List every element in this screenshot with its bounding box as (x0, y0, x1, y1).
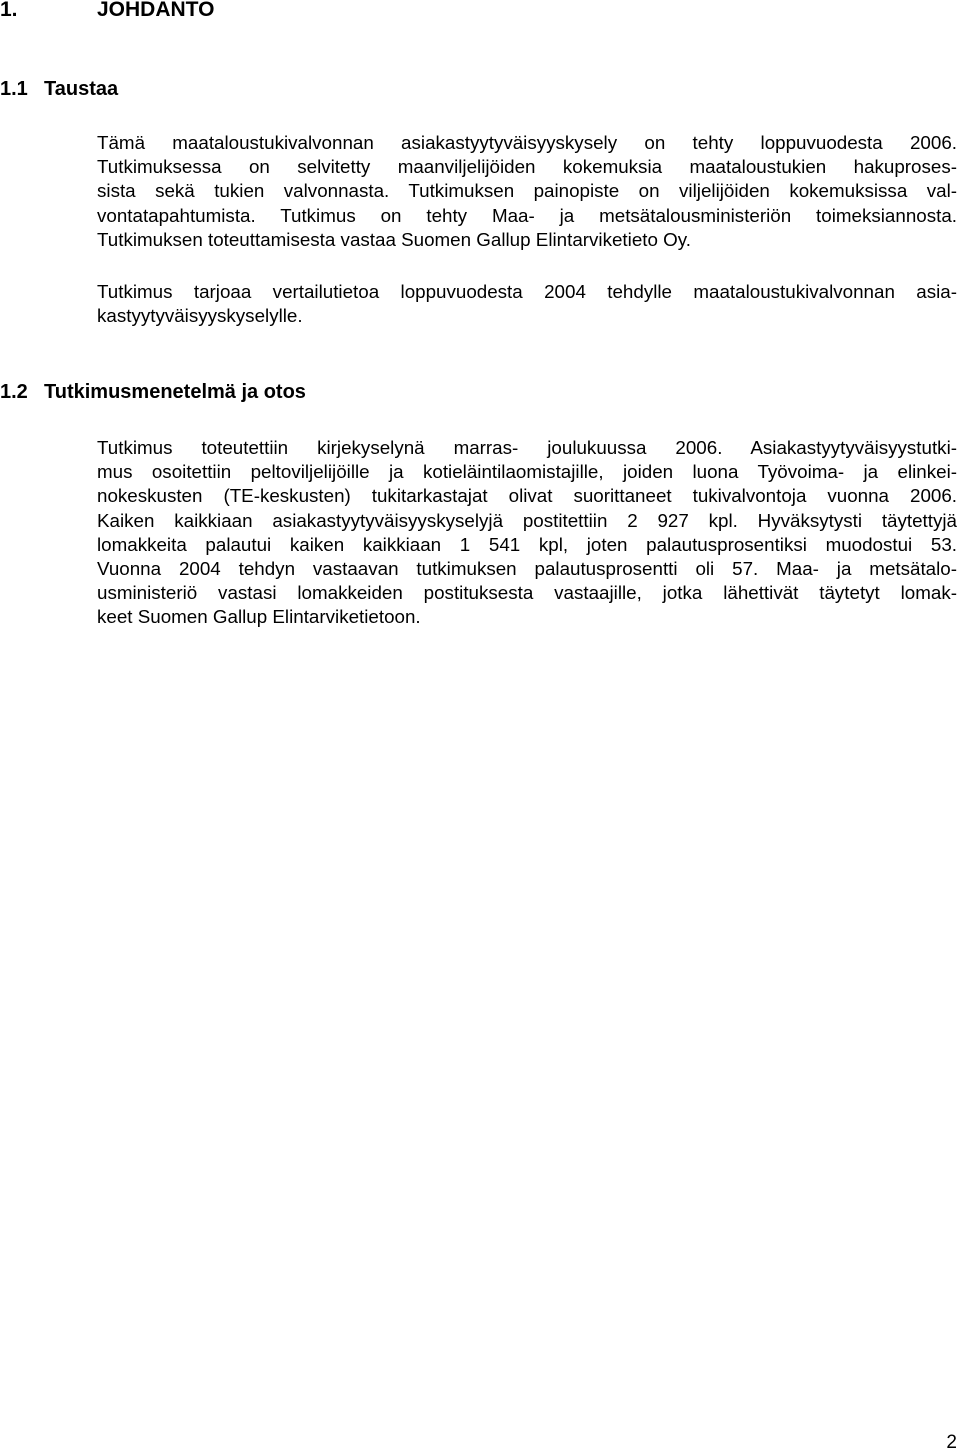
text-line: Tutkimuksen toteuttamisesta vastaa Suomen Gallup Elintarviketieto Oy. (97, 228, 691, 250)
text-line: kastyytyväisyyskyselylle. (97, 305, 303, 327)
text-line: Vuonna 2004 tehdyn vastaavan tutkimuksen palautusprosentti oli 57. Maa- ja metsätalo- (97, 557, 957, 579)
chapter-number: 1. (0, 0, 18, 21)
text-line: sista sekä tukien valvonnasta. Tutkimuksen painopiste on viljelijöiden kokemuksissa val- (97, 180, 957, 202)
text-line: mus osoitettiin peltoviljelijöille ja kotieläintilaomistajille, joiden luona Työvoima- ja elinkei- (97, 461, 957, 483)
text-line: Tutkimus toteutettiin kirjekyselynä marras- joulukuussa 2006. Asiakastyytyväisyystutki- (97, 437, 957, 458)
paragraph-comparison (97, 280, 957, 328)
section-number: 1.2 (0, 381, 28, 403)
section-title: Tutkimusmenetelmä ja otos (44, 381, 306, 403)
text-line: nokeskusten (TE-keskusten) tukitarkastajat olivat suorittaneet tukivalvontoja vuonna 2006. (97, 485, 957, 507)
section-number: 1.1 (0, 78, 28, 100)
text-line: usministeriö vastasi lomakkeiden postituksesta vastaajille, jotka lähettivät täytetyt lomak- (97, 582, 957, 604)
text-line: vontatapahtumista. Tutkimus on tehty Maa- ja metsätalousministeriön toimeksiannosta. (97, 204, 957, 226)
paragraph-background (97, 131, 957, 252)
chapter-title: JOHDANTO (97, 0, 215, 21)
chapter-heading (0, 0, 214, 24)
text-line: keet Suomen Gallup Elintarviketietoon. (97, 606, 421, 628)
text-line: Tutkimuksessa on selvitetty maanviljelijöiden kokemuksia maataloustukien hakuproses- (97, 156, 957, 178)
section-heading-method (0, 379, 306, 405)
paragraph-method (97, 436, 957, 630)
text-line: lomakkeita palautui kaiken kaikkiaan 1 541 kpl, joten palautusprosentiksi muodostui 53. (97, 533, 957, 555)
text-line: Tämä maataloustukivalvonnan asiakastyytyväisyyskysely on tehty loppuvuodesta 2006. (97, 132, 957, 153)
text-line: Tutkimus tarjoaa vertailutietoa loppuvuodesta 2004 tehdylle maataloustukivalvonnan asia- (97, 281, 957, 302)
section-title: Taustaa (44, 78, 119, 100)
page-number: 2 (946, 1432, 957, 1453)
text-line: Kaiken kaikkiaan asiakastyytyväisyyskyselyjä postitettiin 2 927 kpl. Hyväksytysti täytettyjä (97, 509, 957, 531)
section-heading-taustaa (0, 76, 118, 102)
